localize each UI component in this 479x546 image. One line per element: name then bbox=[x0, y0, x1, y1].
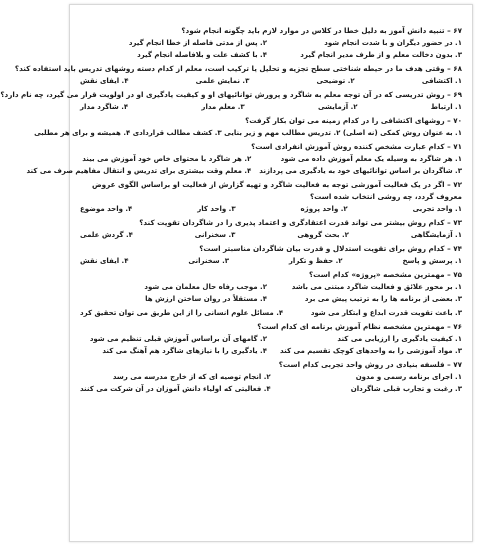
answer-option: ۳. سخنرانی bbox=[194, 231, 236, 239]
question-block bbox=[80, 307, 462, 319]
answer-option: ۱. واحد تجربی bbox=[412, 205, 462, 213]
answer-option: ۱. اجرای برنامه رسمی و مدون bbox=[355, 373, 462, 381]
question-block bbox=[80, 179, 462, 215]
question-stem: ۷۷ – فلسفه بنیادی در روش واحد تجربی کدام است؟ bbox=[278, 360, 462, 369]
question-block bbox=[26, 141, 462, 177]
answer-option: ۴. مسائل علوم انسانی را از این طریق می توان تحقیق کرد bbox=[80, 309, 284, 317]
question-block bbox=[0, 89, 462, 113]
answer-option: ۱. کیفیت یادگیری را ارزیابی می کند bbox=[337, 335, 462, 343]
answer-option: ۴. معلم وقت بیشتری برای تدریس و انتقال مفاهیم صرف می کند bbox=[26, 167, 252, 175]
options-list bbox=[26, 153, 462, 177]
answer-option: ۲. حفظ و تکرار bbox=[288, 257, 343, 265]
options-list bbox=[80, 281, 462, 305]
options-list bbox=[80, 307, 462, 319]
question-stem: ۷۶ – مهمترین مشخصه نظام آموزش برنامه ای کدام است؟ bbox=[257, 322, 462, 331]
answer-option: ۲. پس از مدتی فاصله از خطا انجام گیرد bbox=[128, 39, 267, 47]
options-list bbox=[80, 101, 462, 113]
answer-option: ۲. هر شاگرد با محتوای خاص خود آموزش می بیند bbox=[82, 155, 252, 163]
answer-option: ۲. انجام توصیه ای که از خارج مدرسه می رسد bbox=[112, 373, 271, 381]
options-list bbox=[80, 203, 462, 215]
question-block bbox=[14, 63, 462, 87]
answer-option: ۱. پرسش و پاسخ bbox=[402, 257, 462, 265]
answer-option: ۲. موجب رفاه حال معلمان می شود bbox=[144, 283, 267, 291]
question-stem: ۶۹ – روش تدریسی که در آن توجه معلم به شاگرد و پرورش توانائیهای او و کیفیت یادگیری او در اولویت قرار می گیرد، چه نام دارد؟ bbox=[0, 90, 462, 99]
question-block bbox=[80, 321, 462, 357]
answer-option: ۳. شاگردان بر اساس توانائیهای خود به یادگیری می پردازند bbox=[259, 167, 462, 175]
question-block bbox=[80, 217, 462, 241]
answer-option: ۴. شاگرد مدار bbox=[80, 103, 129, 111]
question-block bbox=[34, 115, 462, 139]
question-block bbox=[80, 243, 462, 267]
answer-option: ۳. واحد کار bbox=[197, 205, 236, 213]
answer-option: ۲. توضیحی bbox=[316, 77, 355, 85]
question-stem: ۷۴ – کدام روش برای تقویت استدلال و قدرت بیان شاگردان مناسبتر است؟ bbox=[199, 244, 462, 253]
answer-option: ۱. آزمایشگاهی bbox=[410, 231, 462, 239]
question-block bbox=[80, 269, 462, 305]
answer-option: ۲. واحد پروژه bbox=[300, 205, 348, 213]
answer-option: ۱. هر شاگرد به وسیله یک معلم آموزش داده می شود bbox=[280, 155, 462, 163]
answer-option: ۳. مواد آموزشی را به واحدهای کوچک تقسیم می کند bbox=[280, 347, 462, 355]
answer-option: ۳. سخنرانی bbox=[188, 257, 230, 265]
answer-option: ۱. در حضور دیگران و با شدت انجام شود bbox=[324, 39, 462, 47]
answer-option: ۱. ارتباط bbox=[430, 103, 462, 111]
question-block bbox=[80, 359, 462, 395]
question-block bbox=[80, 25, 462, 61]
options-list bbox=[34, 127, 462, 139]
answer-option: ۳. رغبت و تجارب قبلی شاگردان bbox=[350, 385, 462, 393]
answer-option: ۳. بعضی از برنامه ها را به ترتیب پیش می برد bbox=[304, 295, 462, 303]
answer-option: ۴. گردش علمی bbox=[80, 231, 133, 239]
question-stem: ۷۳ – کدام روش بیشتر می تواند قدرت اعتقادگری و اعتماد پذیری را در شاگردان تقویت کند؟ bbox=[139, 218, 462, 227]
answer-option: ۱. به عنوان روش کمکی (نه اصلی) ۲. تدریس مطالب مهم و زیر بنایی ۳. کشف مطالب قراردادی ۴. همیشه و برای هر مطلبی bbox=[34, 129, 462, 137]
options-list bbox=[80, 333, 462, 357]
answer-option: ۴. واحد موضوع bbox=[80, 205, 133, 213]
exam-page bbox=[0, 4, 473, 542]
question-stem: ۶۷ – تنبیه دانش آموز به دلیل خطا در کلاس در موارد لازم باید چگونه انجام شود؟ bbox=[181, 26, 462, 35]
options-list bbox=[80, 37, 462, 61]
answer-option: ۱. بر محور علائق و فعالیت شاگرد مبتنی می باشد bbox=[291, 283, 462, 291]
answer-option: ۳. باعث تقویت قدرت ابداع و ابتکار می شود bbox=[310, 309, 462, 317]
question-stem: ۷۰ – روشهای اکتشافی را در کدام زمینه می توان بکار گرفت؟ bbox=[245, 116, 462, 125]
answer-option: ۴. یادگیری را با نیازهای شاگرد هم آهنگ می کند bbox=[102, 347, 267, 355]
options-list bbox=[80, 255, 462, 267]
answer-option: ۴. فعالیتی که اولیاء دانش آموزان در آن شرکت می کنند bbox=[80, 385, 271, 393]
answer-option: ۳. بدون دخالت معلم و از طرف مدیر انجام گیرد bbox=[300, 51, 462, 59]
answer-option: ۳. نمایش علمی bbox=[195, 77, 250, 85]
question-stem: ۷۵ – مهمترین مشخصه «پروژه» کدام است؟ bbox=[308, 270, 462, 279]
options-list bbox=[80, 75, 462, 87]
answer-option: ۴. مستقلاً در روان ساختن ارزش ها bbox=[145, 295, 267, 303]
question-stem: ۷۱ – کدام عبارت مشخص کننده روش آموزش انفرادی است؟ bbox=[251, 142, 462, 151]
question-stem: ۷۲ – اگر در یک فعالیت آموزشی توجه به فعالیت شاگرد و تهیه گزارش از فعالیت او براساس الگوی عروض معروف گردد، چه روشی انتخاب شده است؟ bbox=[91, 180, 462, 201]
options-list bbox=[80, 371, 462, 395]
answer-option: ۴. ایفای نقش bbox=[80, 77, 129, 85]
answer-option: ۲. آزمایشی bbox=[317, 103, 358, 111]
answer-option: ۲. بحث گروهی bbox=[297, 231, 349, 239]
answer-option: ۳. معلم مدار bbox=[201, 103, 245, 111]
answer-option: ۴. با کشف علت و بلافاصله انجام گیرد bbox=[137, 51, 267, 59]
answer-option: ۴. ایفای نقش bbox=[80, 257, 129, 265]
answer-option: ۱. اکتشافی bbox=[421, 77, 462, 85]
question-stem: ۶۸ – وقتی هدف ما در حیطه شناختی سطح تجزیه و تحلیل یا ترکیب است، معلم از کدام دسته روشهای تدریس باید استفاده کند؟ bbox=[14, 64, 462, 73]
options-list bbox=[80, 229, 462, 241]
answer-option: ۲. گامهای آن براساس آموزش قبلی تنظیم می شود bbox=[89, 335, 267, 343]
